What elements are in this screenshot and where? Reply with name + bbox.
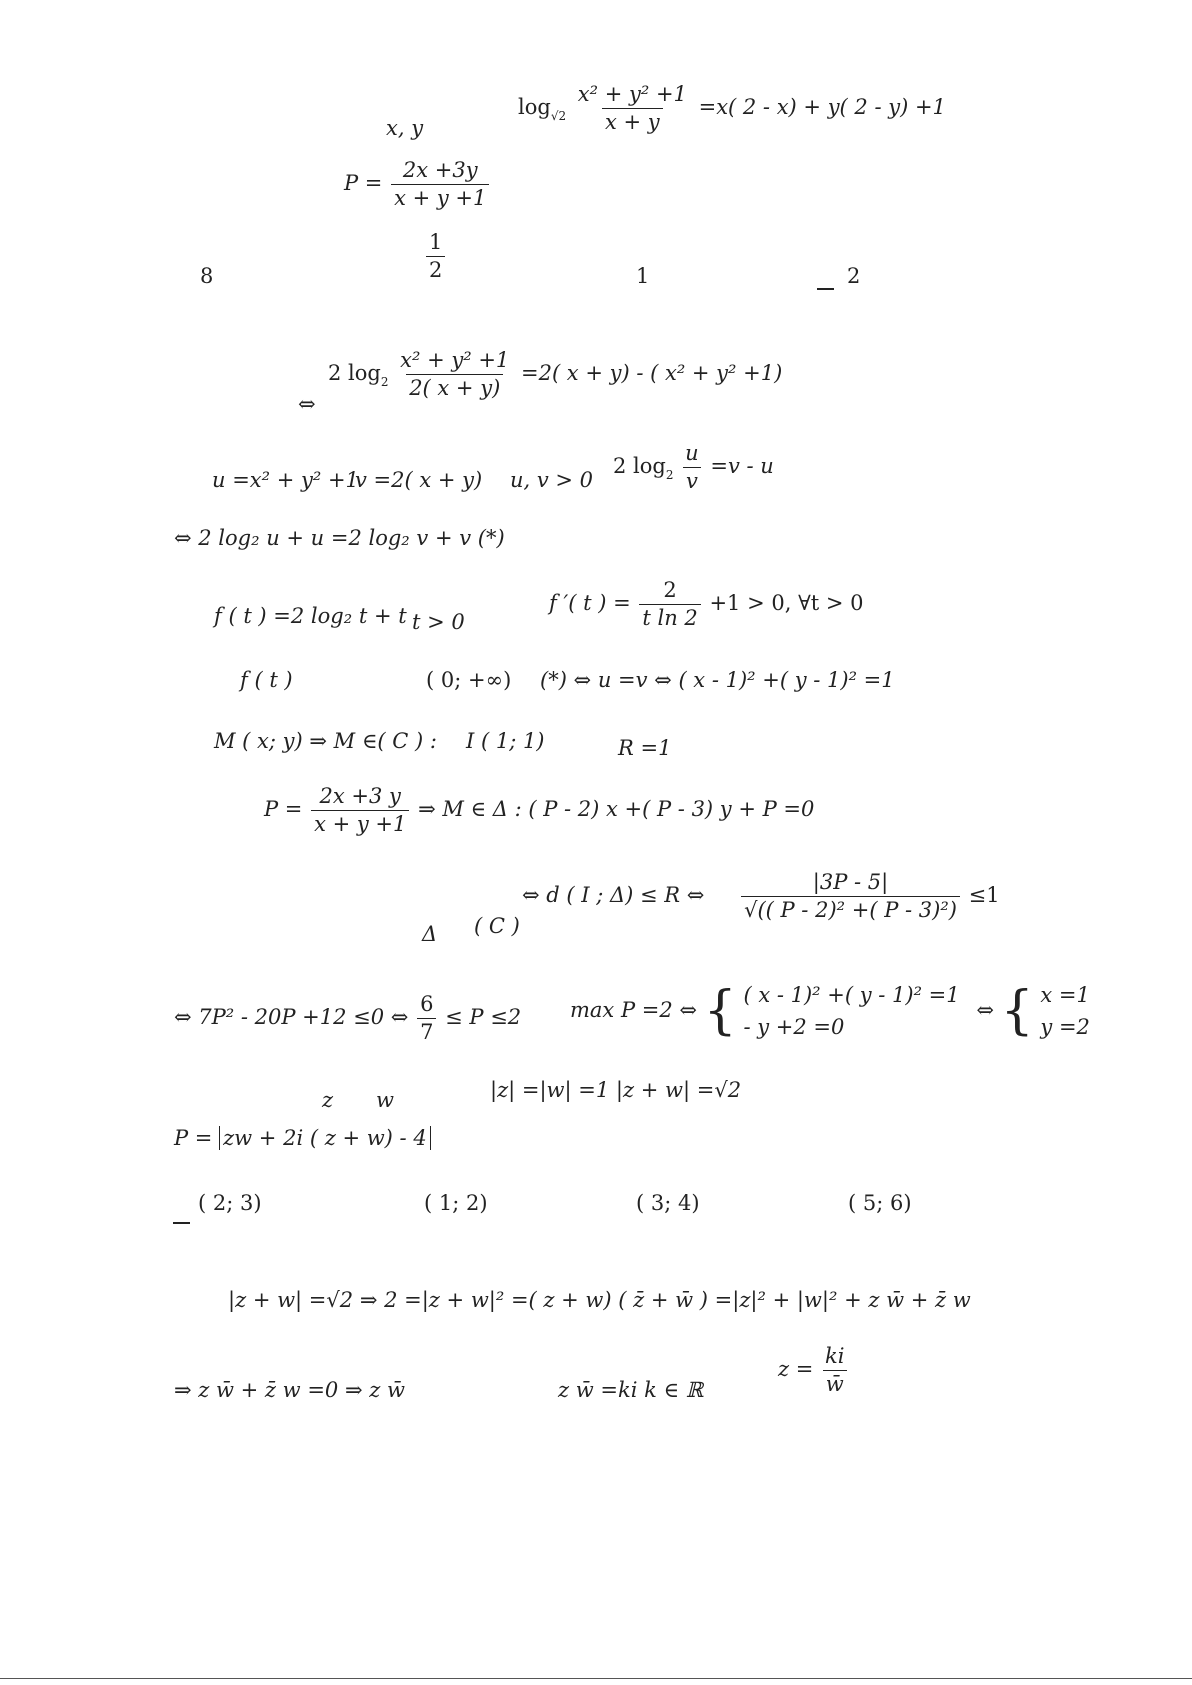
circle-radius: R =1 [618,736,672,760]
fraction-numerator: 1 [429,230,443,254]
p-inequality [174,994,521,1043]
solution1-line1 [328,350,782,399]
zw-pure-imaginary: z w̄ =ki k ∈ ℝ [558,1378,704,1402]
fraction-numerator: |3P - 5| [812,870,889,894]
left-brace: { [703,980,737,1041]
equation-rhs: =v - u [710,454,774,478]
fraction-numerator: u [685,441,699,465]
fraction-numerator: x² + y² +1 [577,82,687,106]
inequality-lhs: ⇔ 7P² - 20P +12 ≤0 ⇔ [174,1005,409,1029]
fraction-denominator: 2( x + y) [406,374,503,399]
correct-answer-marker [817,288,834,290]
choice2-b: ( 1; 2) [424,1191,488,1215]
choice2-d: ( 5; 6) [848,1191,912,1215]
choice1-d: 2 [847,264,861,288]
derivative-fraction [639,580,700,629]
fraction-denominator: 7 [417,1018,436,1043]
p-label: P = [344,171,383,195]
max-p-label: max P =2 ⇔ [570,998,697,1022]
choice2-c: ( 3; 4) [636,1191,700,1215]
problem2-z: z [322,1088,334,1112]
problem2-p-definition [174,1128,431,1149]
star-equation: ⇔ 2 log₂ u + u =2 log₂ v + v (*) [174,526,505,550]
fraction-denominator: t ln 2 [639,604,700,629]
equiv-symbol: ⇔ [976,998,994,1022]
log-uv-equation [613,443,774,492]
fraction-denominator: w̄ [823,1370,847,1395]
page-bottom-rule [0,1678,1192,1679]
coefficient-log: 2 log [613,454,666,478]
solution-x: x =1 [1040,983,1090,1007]
point-m-on-circle: M ( x; y) ⇒ M ∈( C ) : [214,729,437,753]
fraction-numerator: 2x +3y [402,158,478,182]
f-monotone: f ( t ) [240,668,293,692]
system-eq-2: - y +2 =0 [743,1014,845,1039]
log-argument-fraction [397,350,512,399]
fraction-denominator: x + y [602,108,663,133]
problem1-log-equation [518,84,946,133]
fraction-numerator: 6 [420,992,434,1016]
coefficient-log: 2 log [328,361,381,385]
distance-lhs: ⇔ d ( I ; Δ) ≤ R ⇔ [522,883,705,907]
circle-c-label: ( C ) [474,914,520,938]
log-base: 2 [665,468,674,482]
log-base: √2 [550,109,567,123]
problem2-condition: |z| =|w| =1 |z + w| =√2 [490,1078,742,1102]
fraction-denominator: √(( P - 2)² +( P - 3)²) [741,896,960,921]
f-derivative [549,580,864,629]
max-p-system [570,980,1090,1043]
inequality-rhs: ≤ P ≤2 [445,1005,522,1029]
domain-interval: ( 0; +∞) [426,668,512,692]
modulus-expansion: |z + w| =√2 ⇒ 2 =|z + w|² =( z + w) ( z̄ + w̄ ) =|z|² + |w|² + z w̄ + z̄ w [228,1288,971,1312]
distance-fraction [741,872,960,921]
fraction-denominator: x + y +1 [311,810,409,835]
z-fraction [822,1346,847,1395]
fraction-numerator: 2x +3 y [319,784,401,808]
p-fraction [391,160,489,209]
correct-answer-marker [173,1222,190,1224]
substitution-u: u =x² + y² +1 [212,468,359,492]
circle-center: I ( 1; 1) [466,729,545,753]
problem2-w: w [376,1088,394,1112]
choice1-a: 8 [200,264,214,288]
z-label: z = [778,1357,814,1381]
p-line-equation [264,786,814,835]
p-label: P = [174,1126,213,1150]
choice2-a: ( 2; 3) [198,1191,262,1215]
left-brace: { [1000,980,1034,1041]
delta-symbol: Δ [422,922,438,946]
line-equation: ⇒ M ∈ Δ : ( P - 2) x +( P - 3) y + P =0 [418,797,815,821]
log-function: log [518,95,551,119]
fraction-denominator: x + y +1 [391,184,489,209]
substitution-v: v =2( x + y) [355,468,483,492]
system-eq-1: ( x - 1)² +( y - 1)² =1 [743,983,960,1007]
fraction-numerator: 2 [663,578,677,602]
fraction-denominator: v [683,467,701,492]
fraction-numerator: x² + y² +1 [400,348,510,372]
p-fraction [311,786,409,835]
absolute-value: zw + 2i ( z + w) - 4 [219,1126,431,1150]
choice1-c: 1 [636,264,650,288]
orthogonality-implication: ⇒ z w̄ + z̄ w =0 ⇒ z w̄ [174,1378,405,1402]
log-argument-fraction [575,84,690,133]
fraction-denominator: 2 [426,256,445,281]
f-definition: f ( t ) =2 log₂ t + t [214,604,407,628]
log-base: 2 [380,375,389,389]
uv-positive: u, v > 0 [510,468,594,492]
choice1-b [424,232,447,281]
choice-fraction [426,232,445,281]
system-of-equations [743,980,959,1043]
p-label: P = [264,797,303,821]
equation-rhs: =x( 2 - x) + y( 2 - y) +1 [698,95,946,119]
distance-rhs: ≤1 [968,883,1000,907]
bound-fraction [417,994,436,1043]
equation-rhs: =2( x + y) - ( x² + y² +1) [520,361,783,385]
z-expression [778,1346,849,1395]
problem1-vars: x, y [386,116,424,140]
derivative-rhs: +1 > 0, ∀t > 0 [709,591,864,615]
t-positive: t > 0 [412,610,465,634]
problem1-p-definition [344,160,491,209]
solution-y: y =2 [1040,1014,1090,1039]
solution-system [1040,980,1090,1043]
derivative-label: f ′( t ) = [549,591,631,615]
circle-equation: (*) ⇔ u =v ⇔ ( x - 1)² +( y - 1)² =1 [540,668,895,692]
fraction-numerator: ki [825,1344,845,1368]
equiv-symbol: ⇔ [298,392,316,416]
distance-condition [522,872,1000,921]
uv-fraction [682,443,702,492]
